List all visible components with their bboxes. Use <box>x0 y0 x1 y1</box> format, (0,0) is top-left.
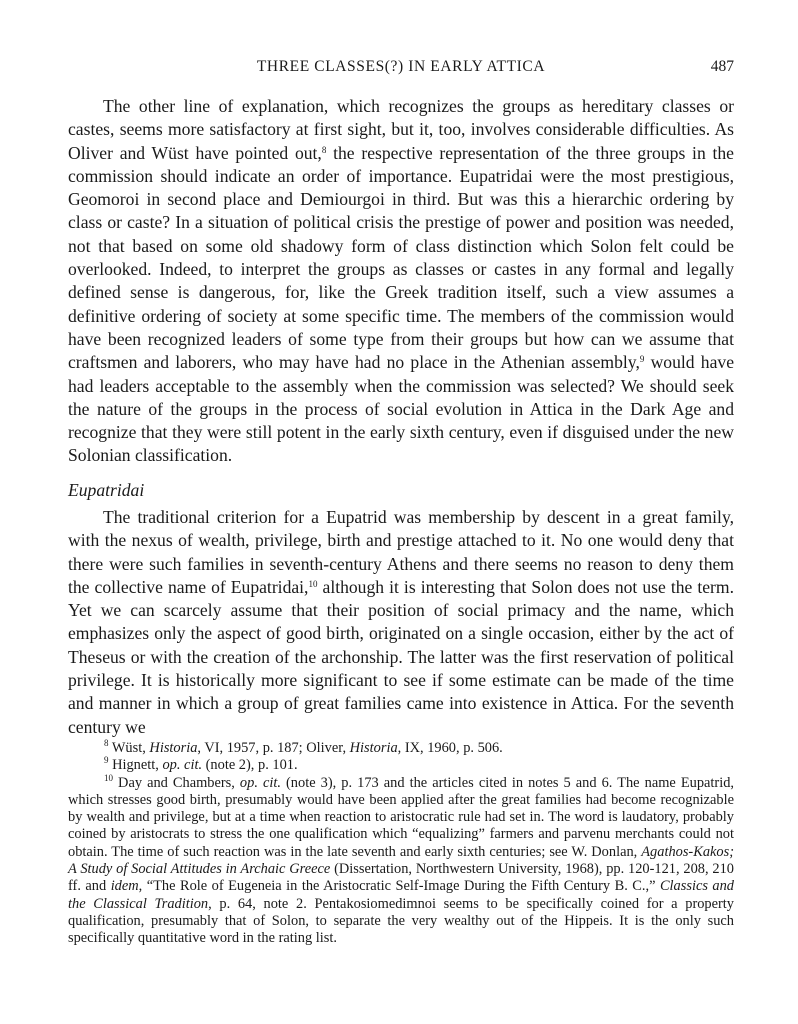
footnote-text: , “The Role of Eugeneia in the Aristocratic Self-Image During the Fifth Century B. C.,” <box>138 878 660 895</box>
footnote-text: Hignett, <box>108 757 163 774</box>
footnotes <box>68 740 734 948</box>
footnote-title: Historia <box>149 740 198 756</box>
section-heading: Eupatridai <box>68 480 145 500</box>
paragraph-1 <box>68 95 734 468</box>
footnote-title: Agathos-Kakos; A Study of Social Attitudes in Archaic Greece <box>68 843 734 878</box>
footnote-9 <box>68 757 734 774</box>
paragraph-1-text-a: The other line of explanation, which recognizes the groups as hereditary classes or castes, seems more satisfactory at first sight, but it, too, involves considerable difficulties. As Oliver and Wüst have pointed out, <box>68 96 734 163</box>
paragraph-2-text-a: The traditional criterion for a Eupatrid was membership by descent in a great family, with the nexus of wealth, privilege, birth and prestige attached to it. No one would deny that there were such families in seventh-century Athens and there seems no reason to deny them the collective name of Eupatridai, <box>68 507 734 597</box>
footnote-ref-8: 8 <box>321 144 327 155</box>
footnote-ref-9: 9 <box>639 354 645 365</box>
footnote-text: (Dissertation, Northwestern University, 1968), pp. 120-121, 208, 210 ff. and <box>68 861 734 895</box>
footnote-text: , p. 64, note 2. Pentakosiomedimnoi seems to be specifically coined for a property qualification, presumably that of Solon, to separate the very wealthy out of the Hippeis. It is the only such specifically quantitative word in the rating list. <box>68 895 734 947</box>
paragraph-1-text-c: would have had leaders acceptable to the assembly when the commission was selected? We should seek the nature of the groups in the process of social evolution in Attica in the Dark Age and recognize that they were still potent in the early sixth century, even if disguised under the new Solonian classification. <box>68 352 735 466</box>
footnote-number: 9 <box>104 755 109 766</box>
footnote-10 <box>68 772 735 948</box>
footnote-number: 8 <box>104 738 109 748</box>
footnote-text: Wüst, <box>108 740 150 756</box>
footnote-title: idem <box>110 878 139 895</box>
footnote-number: 10 <box>104 772 113 783</box>
footnote-text: Day and Chambers, <box>113 774 240 791</box>
footnote-title: op. cit. <box>239 774 281 791</box>
running-head-title: THREE CLASSES(?) IN EARLY ATTICA <box>256 58 546 75</box>
footnote-ref-10: 10 <box>308 578 318 589</box>
paragraph-2 <box>68 506 734 739</box>
footnote-text: (note 2), p. 101. <box>202 757 298 774</box>
footnote-title: Historia <box>349 740 398 756</box>
footnote-title: Classics and the Classical Tradition <box>68 878 735 912</box>
footnote-title: op. cit. <box>162 757 203 774</box>
page-number: 487 <box>710 58 734 75</box>
paragraph-2-text-b: although it is interesting that Solon does not use the term. Yet we can scarcely assume that their position of social primacy and the name, which emphasizes only the aspect of good birth, originated on a single occasion, either by the act of Theseus or with the creation of the archonship. The latter was the first reservation of political privilege. It is historically more significant to see if some estimate can be made of the time and manner in which a group of great families came into existence in Attica. For the seventh century we <box>68 576 734 737</box>
footnote-8 <box>68 740 734 757</box>
footnote-text: (note 3), p. 173 and the articles cited in notes 5 and 6. The name Eupatrid, which stresses good birth, presumably would have been applied after the great families had become recognizable by wealth and privilege, but at a time when reaction to aristocratic rule had set in. The word is laudatory, probably coined by aristocrats to stress the one qualification which “equalizing” farmers and parvenu merchants could not obtain. The time of such reaction was in the late seventh and early sixth centuries; see W. Donlan, <box>68 774 734 860</box>
footnote-text: , IX, 1960, p. 506. <box>397 740 503 756</box>
paragraph-1-text-b: the respective representation of the three groups in the commission should indicate an order of importance. Eupatridai were the most prestigious, Geomoroi in second place and Demiourgoi in third. But was this a hierarchic ordering by class or caste? In a situation of political crisis the prestige of power and position was needed, not that based on some old shadowy form of class distinction which Solon felt could be overlooked. Indeed, to interpret the groups as classes or castes in any formal and legally defined sense is dangerous, for, like the Greek tradition itself, such a view assumes a definitive ordering of society at some specific time. The members of the commission would have been recognized leaders of some type from their groups but how can we assume that craftsmen and laborers, who may have had no place in the Athenian assembly, <box>68 142 734 373</box>
running-head <box>68 58 734 80</box>
footnote-text: , VI, 1957, p. 187; Oliver, <box>197 740 350 756</box>
